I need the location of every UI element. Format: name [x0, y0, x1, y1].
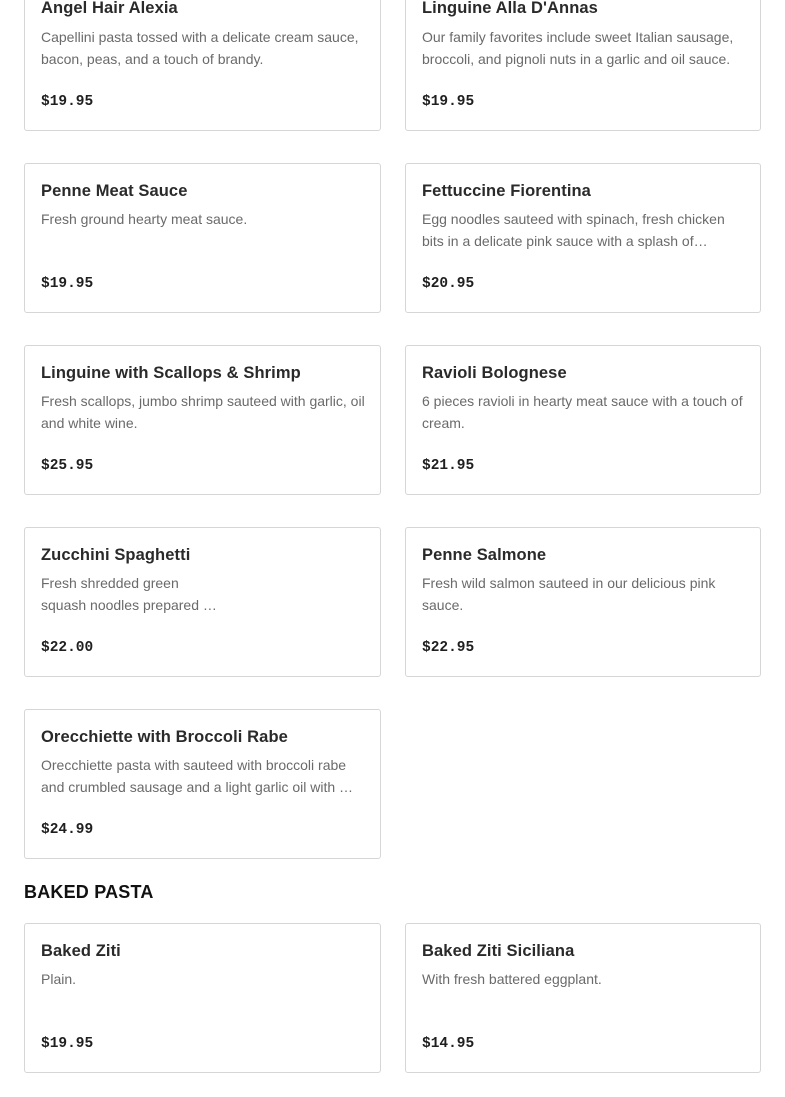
menu-item-card[interactable]: [405, 345, 761, 495]
menu-item-price: $22.00: [41, 640, 94, 656]
menu-item-card[interactable]: [24, 163, 381, 313]
menu-item-name: Angel Hair Alexia: [41, 0, 178, 17]
menu-item-description: Our family favorites include sweet Italian sausage, broccoli, and pignoli nuts in a garlic and oil sauce.: [422, 29, 734, 67]
menu-item-description: With fresh battered eggplant.: [422, 971, 602, 987]
menu-item-card[interactable]: [24, 0, 381, 131]
menu-item-description: Fresh scallops, jumbo shrimp sauteed with garlic, oil and white wine.: [41, 393, 365, 431]
menu-item-name: Baked Ziti Siciliana: [422, 942, 575, 960]
menu-item-name: Baked Ziti: [41, 942, 121, 960]
menu-item-name: Ravioli Bolognese: [422, 364, 567, 382]
menu-item-name: Penne Salmone: [422, 546, 547, 564]
menu-item-description: Fresh shredded green squash noodles prepared …: [41, 575, 217, 613]
menu-item-description: Plain.: [41, 971, 77, 987]
menu-item-price: $19.95: [41, 1036, 94, 1052]
section-title: BAKED PASTA: [24, 882, 154, 902]
menu-item-card[interactable]: [405, 0, 761, 131]
menu-item-price: $19.95: [41, 94, 94, 110]
menu-item-description: Capellini pasta tossed with a delicate cream sauce, bacon, peas, and a touch of brandy.: [41, 29, 359, 67]
menu-item-price: $22.95: [422, 640, 475, 656]
menu-item-price: $25.95: [41, 458, 94, 474]
menu-item-name: Fettuccine Fiorentina: [422, 182, 591, 200]
menu-item-name: Penne Meat Sauce: [41, 182, 188, 200]
menu-item-price: $19.95: [422, 94, 475, 110]
menu-item-card[interactable]: [405, 163, 761, 313]
menu-item-card[interactable]: [405, 923, 761, 1073]
menu-item-name: Orecchiette with Broccoli Rabe: [41, 728, 288, 746]
menu-item-description: 6 pieces ravioli in hearty meat sauce with a touch of cream.: [422, 393, 743, 431]
menu-item-card[interactable]: [405, 527, 761, 677]
menu-item-name: Linguine with Scallops & Shrimp: [41, 364, 301, 382]
menu-item-name: Zucchini Spaghetti: [41, 546, 191, 564]
menu-item-card[interactable]: [24, 923, 381, 1073]
menu-item-card[interactable]: [24, 527, 381, 677]
menu-item-card[interactable]: [24, 345, 381, 495]
menu-item-description: Orecchiette pasta with sauteed with broccoli rabe and crumbled sausage and a light garlic oil with …: [41, 757, 354, 795]
menu-item-description: Fresh ground hearty meat sauce.: [41, 211, 248, 227]
menu-item-description: Fresh wild salmon sauteed in our delicious pink sauce.: [422, 575, 716, 613]
menu-item-price: $19.95: [41, 276, 94, 292]
menu-item-name: Linguine Alla D'Annas: [422, 0, 598, 17]
menu-item-price: $21.95: [422, 458, 475, 474]
menu-item-price: $14.95: [422, 1036, 475, 1052]
menu-item-price: $20.95: [422, 276, 475, 292]
menu-item-card[interactable]: [24, 709, 381, 859]
menu-item-price: $24.99: [41, 822, 94, 838]
menu-item-description: Egg noodles sauteed with spinach, fresh chicken bits in a delicate pink sauce with a splash of…: [422, 211, 725, 249]
